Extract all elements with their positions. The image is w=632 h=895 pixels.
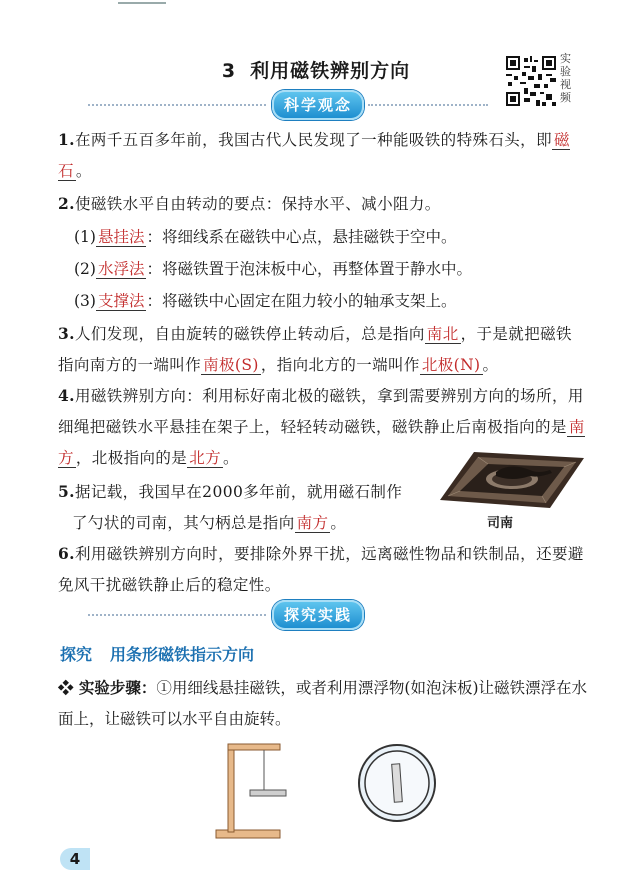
item-6: 6.利用磁铁辨别方向时，要排除外界干扰，远离磁性物品和铁制品，还要避免风干扰磁铁静止后的稳定性。 (58, 544, 584, 594)
qr-code-icon[interactable] (506, 56, 556, 106)
item-3: 3.人们发现，自由旋转的磁铁停止转动后，总是指向 南北 ，于是就把磁铁指向南方的一端叫作 南极(S) ，指向北方的一端叫作 北极(N) 。 (58, 324, 572, 374)
explore-label: 探究 (60, 645, 93, 664)
page-number: 4 (60, 848, 90, 870)
answer-blank: 南方 (58, 418, 585, 467)
floating-magnet-illustration (356, 742, 438, 824)
item-1: 1.在两千五百多年前，我国古代人民发现了一种能吸铁的特殊石头，即 磁石 。 (58, 130, 570, 180)
subitem-1: (1) 悬挂法 ：将细线系在磁铁中心点，悬挂磁铁于空中。 (74, 228, 457, 246)
answer-blank: 南极(S) (203, 356, 259, 374)
step-label: ❖ 实验步骤： (58, 678, 157, 697)
dotted-divider-right (368, 104, 488, 106)
explore-heading (60, 642, 254, 665)
section-badge-concept: 科学观念 (272, 90, 364, 120)
answer-blank: 磁石 (58, 131, 570, 180)
item-2: 2.使磁铁水平自由转动的要点：保持水平、减小阻力。 (58, 194, 441, 213)
item-4: 4.用磁铁辨别方向：利用标好南北极的磁铁，拿到需要辨别方向的场所，用细绳把磁铁水平悬挂在架子上，轻轻转动磁铁，磁铁静止后南极指向的是 南方 ，北极指向的是 北方 。 (58, 386, 585, 467)
answer-blank: 南方 (296, 514, 329, 532)
answer-blank: 北方 (189, 449, 222, 467)
top-rule (118, 2, 166, 4)
answer-blank: 南北 (426, 325, 459, 343)
answer-blank: 水浮法 (97, 260, 145, 278)
subitem-3: (3) 支撑法 ：将磁铁中心固定在阻力较小的轴承支架上。 (74, 292, 457, 310)
qr-label: 实验视频 (560, 52, 571, 104)
lesson-title: 利用磁铁辨别方向 (250, 60, 411, 82)
hanging-magnet-illustration (212, 740, 292, 840)
section-badge-practice: 探究实践 (272, 600, 364, 630)
explore-title: 用条形磁铁指示方向 (110, 645, 255, 664)
figure-caption: 司南 (487, 516, 514, 531)
experiment-step: ❖ 实验步骤：①用细线悬挂磁铁，或者利用漂浮物(如泡沫板)让磁铁漂浮在水面上，让磁铁可以水平自由旋转。 (58, 678, 588, 728)
sinan-illustration (438, 448, 588, 510)
answer-blank: 北极(N) (421, 356, 481, 374)
answer-blank: 悬挂法 (97, 228, 145, 246)
dotted-divider-left-2 (88, 614, 266, 616)
subitem-2: (2) 水浮法 ：将磁铁置于泡沫板中心，再整体置于静水中。 (74, 260, 472, 278)
item-5: 5.据记载，我国早在2000多年前，就用磁石制作 了勺状的司南，其勺柄总是指向 南方 。 (58, 482, 403, 532)
dotted-divider-left (88, 104, 266, 106)
lesson-number: 3 (221, 60, 237, 82)
answer-blank: 支撑法 (97, 292, 145, 310)
